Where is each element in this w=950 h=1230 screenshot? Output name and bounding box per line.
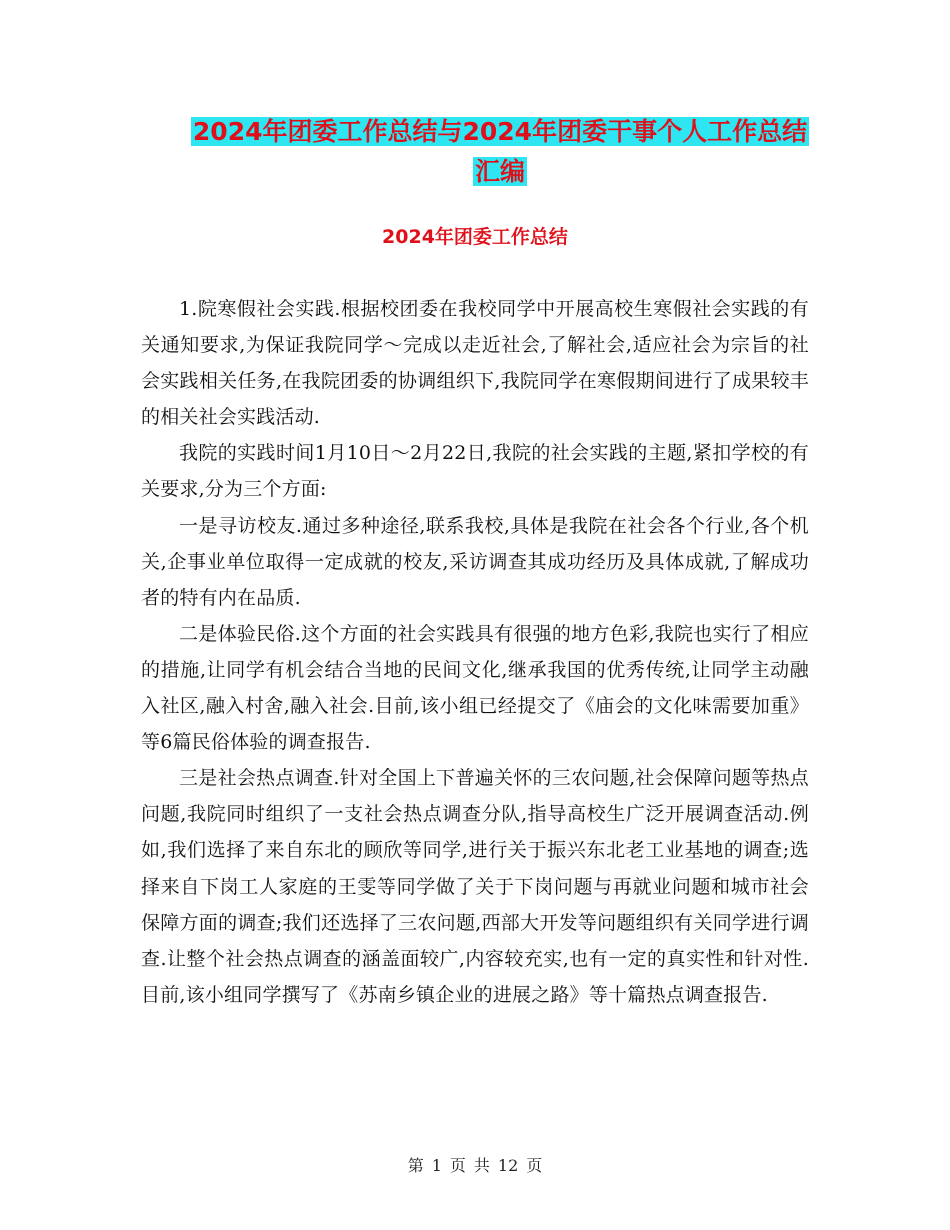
footer-total-unit: 页 (526, 1156, 543, 1175)
paragraph: 三是社会热点调查.针对全国上下普遍关怀的三农问题,社会保障问题等热点问题,我院同时组织了一支社会热点调查分队,指导高校生广泛开展调查活动.例如,我们选择了来自东北的顾欣等同学,进行关于振兴东北老工业基地的调查;选择来自下岗工人家庭的王雯等同学做了关于下岗问题与再就业问题和城市社会保障方面的调查;我们还选择了三农问题,西部大开发等问题组织有关同学进行调查.让整个社会热点调查的涵盖面较广,内容较充实,也有一定的真实性和针对性.目前,该小组同学撰写了《苏南乡镇企业的进展之路》等十篇热点调查报告. (141, 767, 809, 1006)
document-title-line1: 2024年团委工作总结与2024年团委干事个人工作总结 (192, 117, 808, 146)
paragraph: 二是体验民俗.这个方面的社会实践具有很强的地方色彩,我院也实行了相应的措施,让同学有机会结合当地的民间文化,继承我国的优秀传统,让同学主动融入社区,融入村舍,融入社会.目前,该小组已经提交了《庙会的文化味需要加重》等6篇民俗体验的调查报告. (141, 622, 809, 754)
section-title: 2024年团委工作总结 (382, 226, 568, 248)
footer-total-pages: 12 (497, 1156, 519, 1175)
footer-page-number: 1 (431, 1156, 442, 1175)
footer-page-label: 第 (407, 1156, 424, 1175)
page-footer (0, 1154, 950, 1178)
document-body (141, 291, 809, 1013)
document-title (120, 112, 880, 192)
footer-page-unit: 页 (449, 1156, 466, 1175)
footer-total-label: 共 (473, 1156, 490, 1175)
paragraph: 我院的实践时间1月10日～2月22日,我院的社会实践的主题,紧扣学校的有关要求,分为三个方面: (141, 442, 809, 501)
document-title-line2: 汇编 (474, 157, 525, 186)
paragraph: 一是寻访校友.通过多种途径,联系我校,具体是我院在社会各个行业,各个机关,企事业单位取得一定成就的校友,采访调查其成功经历及具体成就,了解成功者的特有内在品质. (141, 514, 809, 609)
paragraph: 1.院寒假社会实践.根据校团委在我校同学中开展高校生寒假社会实践的有关通知要求,为保证我院同学～完成以走近社会,了解社会,适应社会为宗旨的社会实践相关任务,在我院团委的协调组织下,我院同学在寒假期间进行了成果较丰的相关社会实践活动. (141, 298, 809, 429)
